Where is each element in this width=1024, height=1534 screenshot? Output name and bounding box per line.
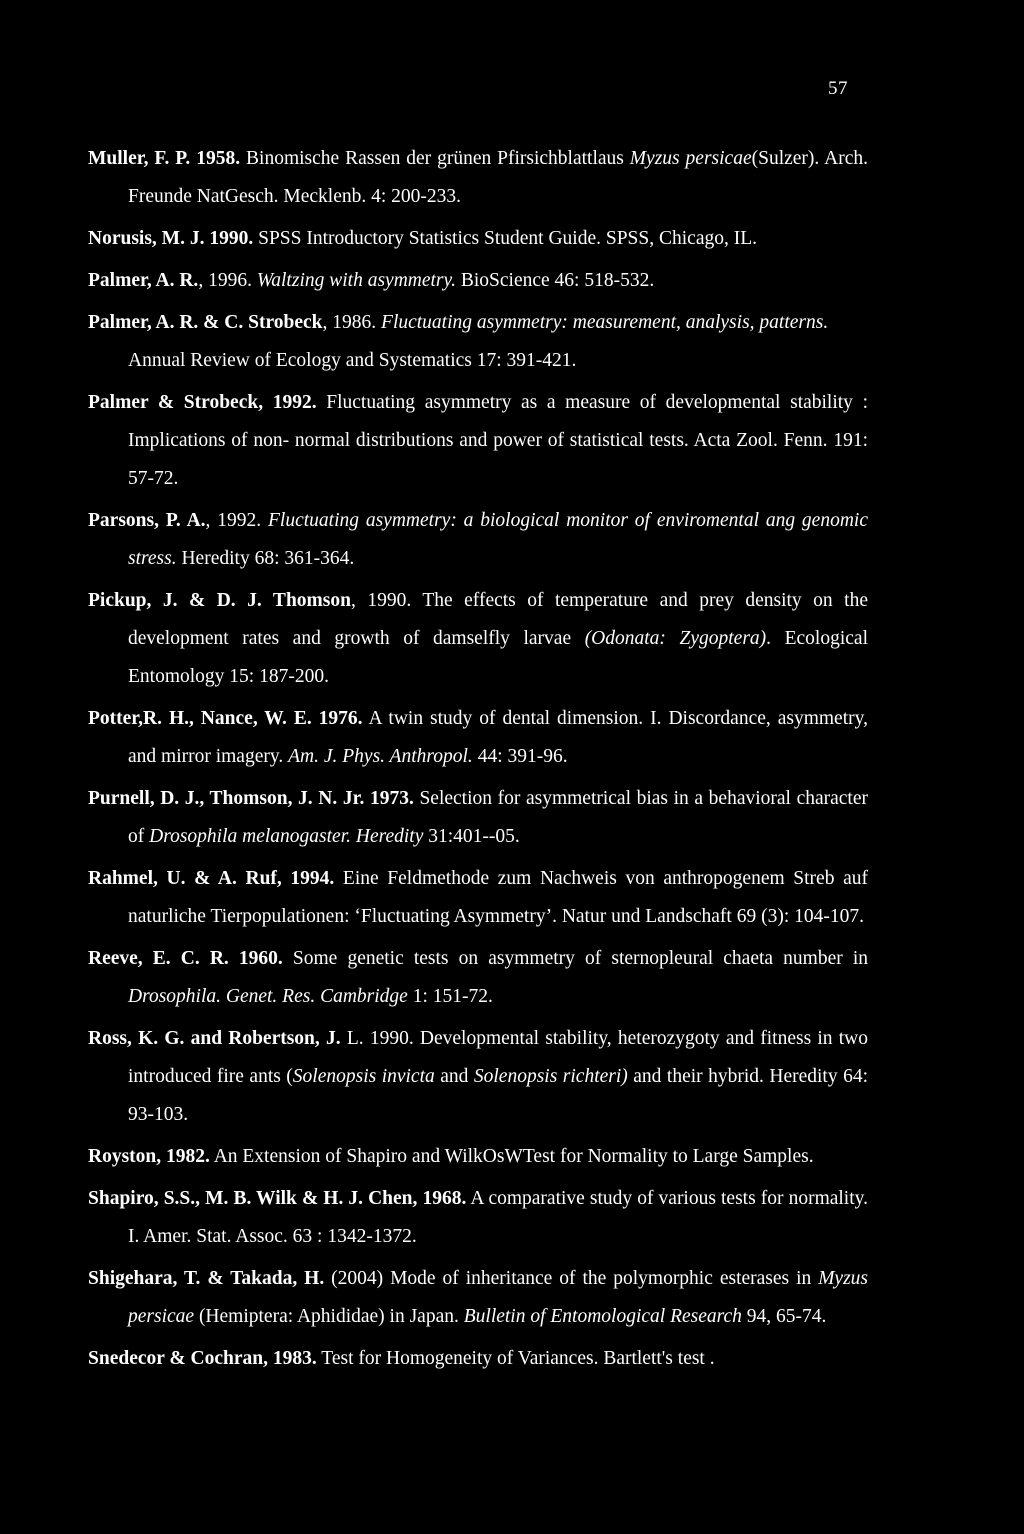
reference-text: , 1992. <box>205 510 268 531</box>
reference-author: Parsons, P. A. <box>88 510 206 531</box>
reference-entry <box>88 1340 868 1378</box>
reference-italic: (Odonata: Zygoptera) <box>584 628 767 649</box>
reference-entry <box>88 940 868 1016</box>
reference-author: Palmer, A. R. & C. Strobeck <box>88 312 323 333</box>
reference-text: 31:401--05. <box>423 826 520 847</box>
reference-entry <box>88 1260 868 1336</box>
reference-italic: Fluctuating asymmetry: a biological monitor of enviromental ang genomic stress. <box>128 510 868 569</box>
reference-author: Palmer & Strobeck, 1992. <box>88 392 317 413</box>
reference-entry <box>88 220 868 258</box>
reference-text: A comparative study of various tests for normality. I. Amer. Stat. Assoc. 63 : 1342-1372. <box>128 1188 868 1247</box>
reference-entry <box>88 1180 868 1256</box>
reference-italic: Drosophila. Genet. Res. Cambridge <box>128 986 408 1007</box>
reference-text: . Ecological Entomology 15: 187-200. <box>128 628 868 687</box>
reference-text: 44: 391-96. <box>472 746 568 767</box>
page-number: 57 <box>828 78 848 99</box>
reference-author: Shigehara, T. & Takada, H. <box>88 1268 325 1289</box>
reference-author: Palmer, A. R. <box>88 270 199 291</box>
reference-italic: Waltzing with asymmetry. <box>256 270 456 291</box>
reference-text: BioScience 46: 518-532. <box>455 270 655 291</box>
reference-entry <box>88 384 868 498</box>
reference-text: Fluctuating asymmetry as a measure of developmental stability : Implications of non- normal distributions and power of statistical tests. Acta Zool. Fenn. 191: 57-72. <box>128 392 868 489</box>
reference-author: Shapiro, S.S., M. B. Wilk & H. J. Chen, 1968. <box>88 1188 467 1209</box>
reference-text: , 1990. The effects of temperature and prey density on the development rates and growth of damselfly larvae <box>128 590 868 649</box>
reference-entry <box>88 502 868 578</box>
reference-author: Purnell, D. J., Thomson, J. N. Jr. 1973. <box>88 788 414 809</box>
reference-text: Binomische Rassen der grünen Pfirsichblattlaus <box>240 148 630 169</box>
reference-text: An Extension of Shapiro and WilkOsWTest for Normality to Large Samples. <box>209 1146 814 1167</box>
reference-author: Snedecor & Cochran, 1983. <box>88 1348 317 1369</box>
reference-text: SPSS Introductory Statistics Student Guide. SPSS, Chicago, IL. <box>253 228 758 249</box>
reference-text: Heredity 68: 361-364. <box>176 548 355 569</box>
reference-author: Ross, K. G. and Robertson, J. <box>88 1028 341 1049</box>
reference-entry <box>88 780 868 856</box>
reference-entry <box>88 262 868 300</box>
reference-author: Pickup, J. & D. J. Thomson <box>88 590 351 611</box>
reference-text: , 1986. <box>322 312 382 333</box>
reference-text: and their hybrid. Heredity 64: 93-103. <box>128 1066 868 1125</box>
reference-italic: Am. J. Phys. Anthropol. <box>288 746 473 767</box>
reference-text: 1: 151-72. <box>407 986 493 1007</box>
reference-italic: Bulletin of Entomological Research <box>463 1306 742 1327</box>
reference-entry <box>88 860 868 936</box>
reference-text: Eine Feldmethode zum Nachweis von anthropogenem Streb auf naturliche Tierpopulationen: ‘Fluctuating Asymmetry’. Natur und Landschaft 69 (3): 104-107. <box>128 868 868 927</box>
reference-italic: Solenopsis richteri) <box>473 1066 628 1087</box>
reference-author: Potter,R. H., Nance, W. E. 1976. <box>88 708 363 729</box>
reference-text: Selection for asymmetrical bias in a behavioral character of <box>128 788 869 847</box>
reference-text: Some genetic tests on asymmetry of sternopleural chaeta number in <box>282 948 869 969</box>
reference-text: (2004) Mode of inheritance of the polymorphic esterases in <box>324 1268 819 1289</box>
reference-text: (Hemiptera: Aphididae) in Japan. <box>194 1306 464 1327</box>
reference-text: , 1996. <box>198 270 257 291</box>
reference-italic: Drosophila melanogaster. Heredity <box>149 826 424 847</box>
reference-text: 94, 65-74. <box>741 1306 827 1327</box>
reference-entry <box>88 700 868 776</box>
reference-text: and <box>434 1066 474 1087</box>
reference-italic: Myzus persicae <box>128 1268 869 1327</box>
reference-entry <box>88 1138 868 1176</box>
reference-author: Norusis, M. J. 1990. <box>88 228 254 249</box>
reference-text: Test for Homogeneity of Variances. Bartlett's test . <box>316 1348 715 1369</box>
reference-italic: Fluctuating asymmetry: measurement, analysis, patterns. <box>381 312 829 333</box>
reference-text: Annual Review of Ecology and Systematics 17: 391-421. <box>128 350 577 371</box>
reference-entry <box>88 304 868 380</box>
reference-text: (Sulzer). Arch. Freunde NatGesch. Mecklenb. 4: 200-233. <box>128 148 868 207</box>
reference-italic: Myzus persicae <box>629 148 752 169</box>
reference-author: Rahmel, U. & A. Ruf, 1994. <box>88 868 335 889</box>
reference-author: Muller, F. P. 1958. <box>88 148 241 169</box>
reference-entry <box>88 140 868 216</box>
reference-entry <box>88 582 868 696</box>
reference-entry <box>88 1020 868 1134</box>
reference-author: Reeve, E. C. R. 1960. <box>88 948 283 969</box>
reference-text: L. 1990. Developmental stability, heterozygoty and fitness in two introduced fire ants ( <box>128 1028 868 1087</box>
reference-list <box>88 140 868 1382</box>
reference-author: Royston, 1982. <box>88 1146 210 1167</box>
reference-italic: Solenopsis invicta <box>292 1066 435 1087</box>
reference-text: A twin study of dental dimension. I. Discordance, asymmetry, and mirror imagery. <box>128 708 868 767</box>
